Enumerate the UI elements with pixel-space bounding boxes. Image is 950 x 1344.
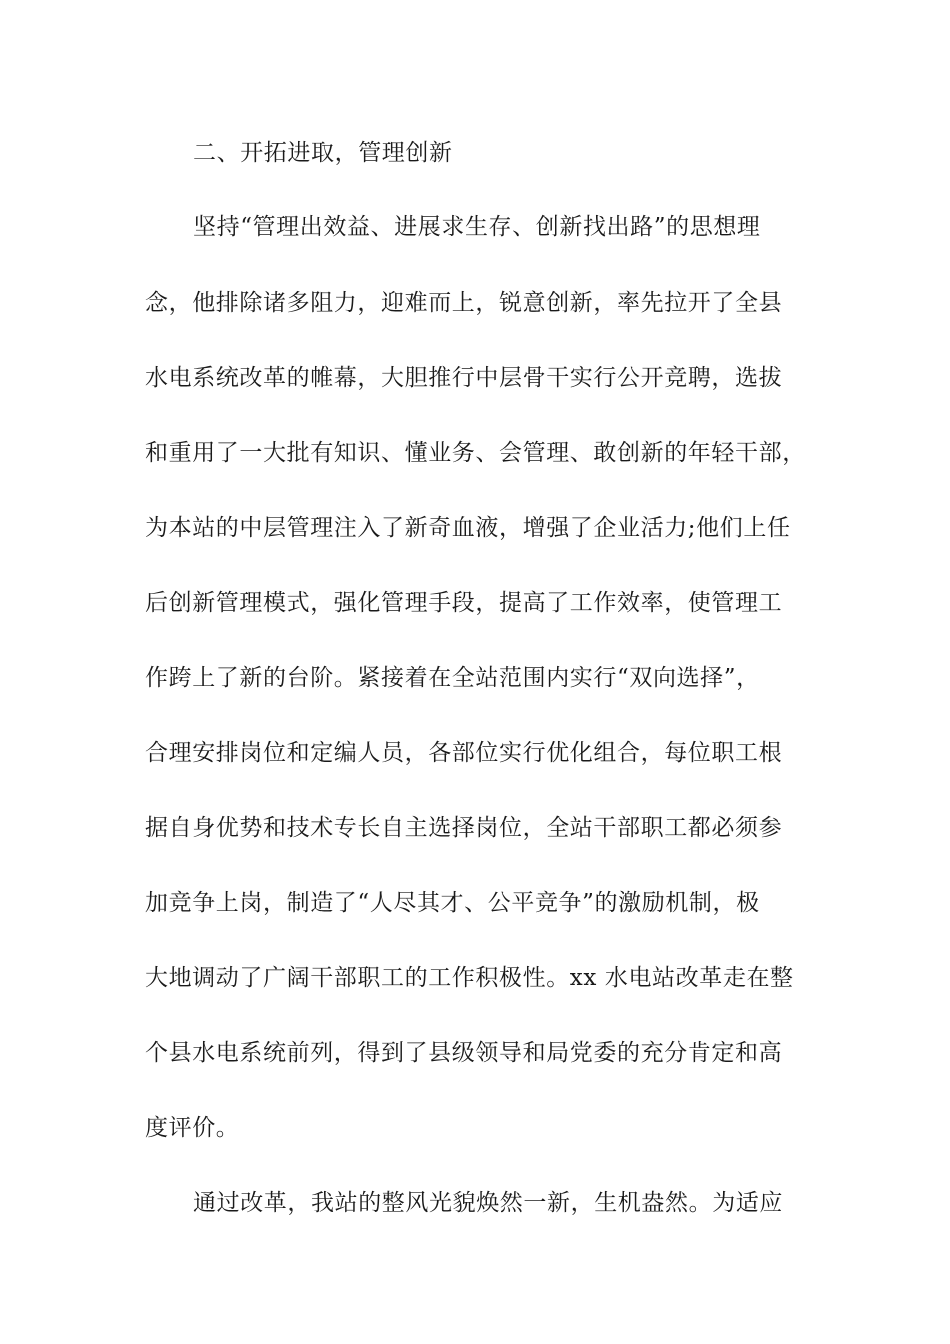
paragraph-line: 个县水电系统前列，得到了县级领导和局党委的充分肯定和高 — [145, 1040, 783, 1066]
paragraph-line: 据自身优势和技术专长自主选择岗位，全站干部职工都必须参 — [145, 815, 783, 841]
paragraph-line: 加竞争上岗，制造了“人尽其才、公平竞争”的激励机制，极 — [145, 890, 760, 916]
paragraph-line: 为本站的中层管理注入了新奇血液，增强了企业活力;他们上任 — [145, 515, 791, 541]
paragraph-line: 后创新管理模式，强化管理手段，提高了工作效率，使管理工 — [145, 590, 783, 616]
paragraph-line: 坚持“管理出效益、进展求生存、创新找出路”的思想理 — [193, 214, 761, 240]
paragraph-line: 大地调动了广阔干部职工的工作积极性。xx 水电站改革走在整 — [145, 965, 794, 991]
paragraph-line: 和重用了一大批有知识、懂业务、会管理、敢创新的年轻干部， — [145, 440, 806, 466]
paragraph-line: 水电系统改革的帷幕，大胆推行中层骨干实行公开竞聘，选拔 — [145, 365, 783, 391]
section-heading: 二、开拓进取，管理创新 — [193, 140, 453, 166]
paragraph-line: 念，他排除诸多阻力，迎难而上，锐意创新，率先拉开了全县 — [145, 290, 783, 316]
paragraph-line: 通过改革，我站的整风光貌焕然一新，生机盎然。为适应 — [193, 1190, 783, 1216]
paragraph-line: 度评价。 — [145, 1115, 240, 1141]
paragraph-line: 作跨上了新的台阶。紧接着在全站范围内实行“双向选择”， — [145, 665, 760, 691]
paragraph-line: 合理安排岗位和定编人员，各部位实行优化组合，每位职工根 — [145, 740, 783, 766]
